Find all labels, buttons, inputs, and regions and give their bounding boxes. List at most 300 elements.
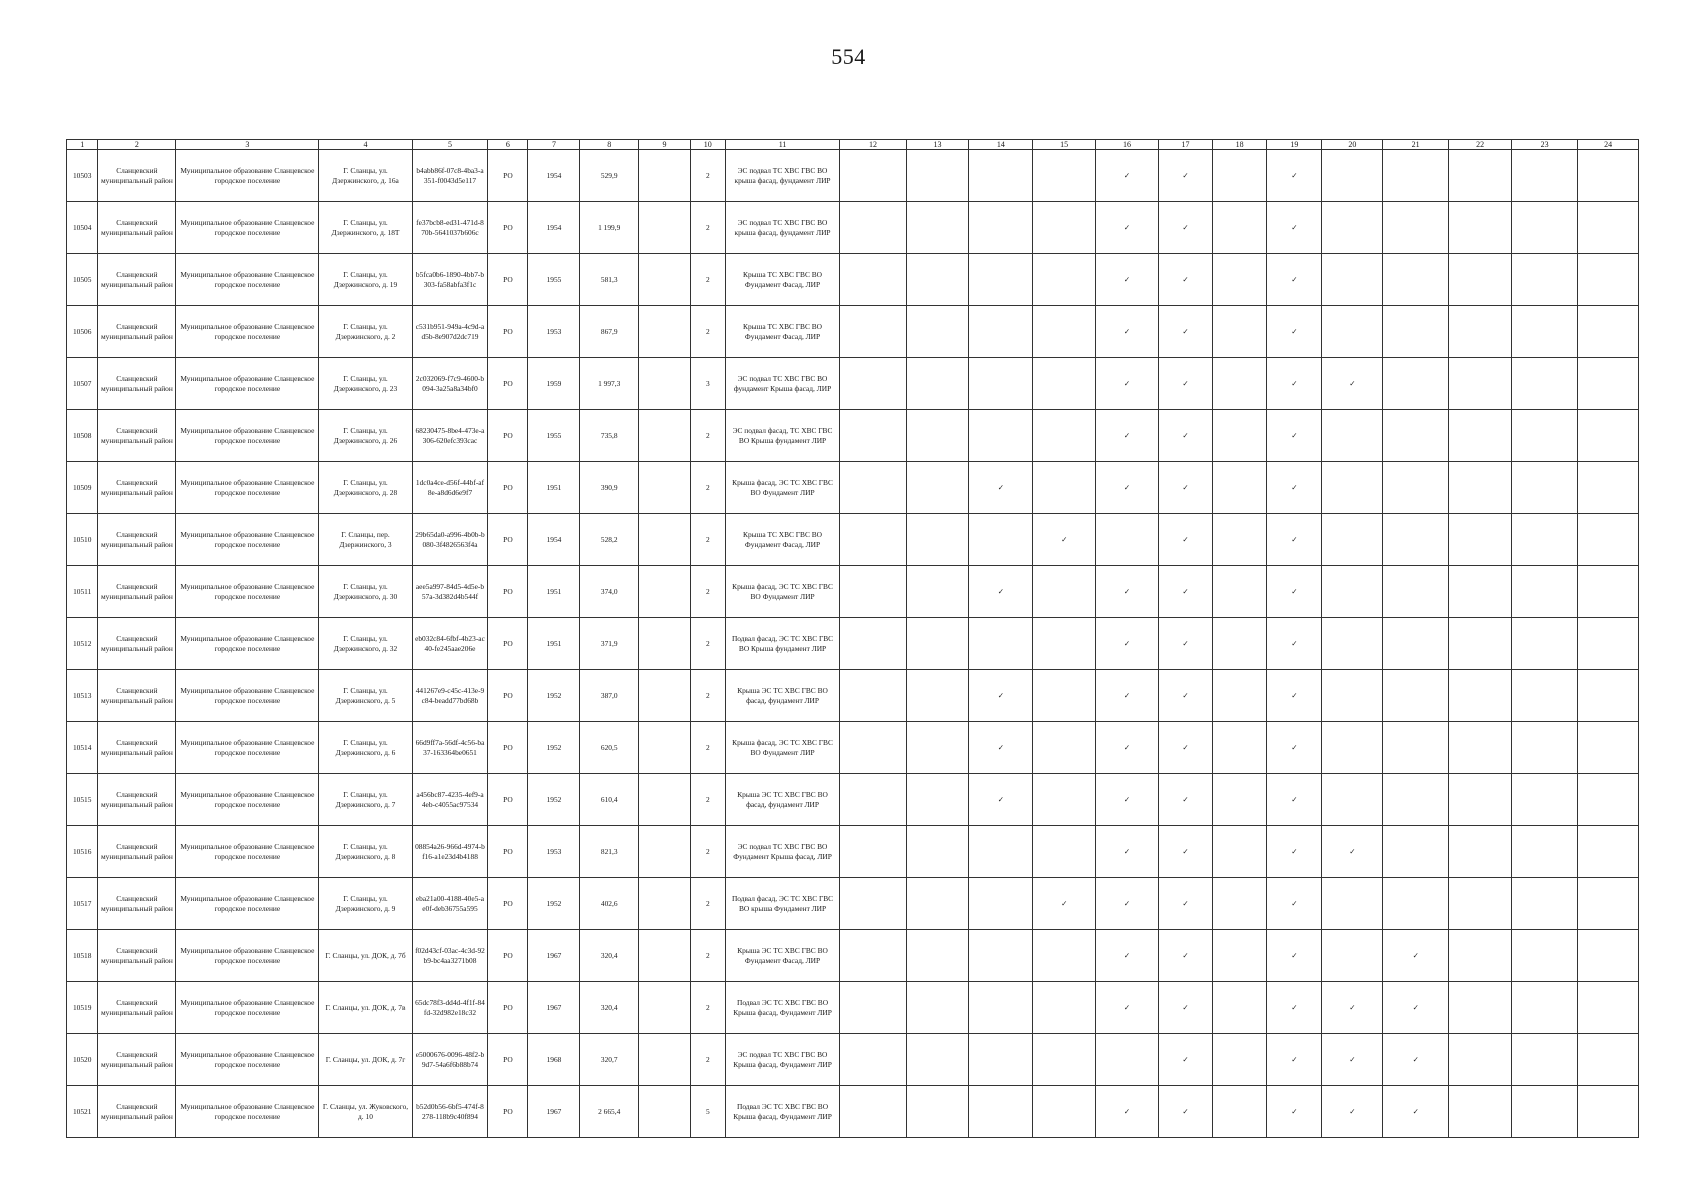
check-mark-icon: ✓	[1267, 150, 1322, 202]
municipality-cell: Муниципальное образование Сланцевское городское поселение	[176, 410, 319, 462]
address-cell: Г. Сланцы, ул. Дзержинского, д. 26	[319, 410, 412, 462]
column-9-cell	[638, 462, 690, 514]
empty-cell	[1322, 878, 1383, 930]
empty-cell	[1449, 150, 1512, 202]
empty-cell	[1213, 618, 1267, 670]
total-area-cell: 2 665,4	[580, 1086, 639, 1138]
empty-cell	[1213, 982, 1267, 1034]
empty-cell	[1322, 410, 1383, 462]
empty-cell	[1512, 618, 1578, 670]
column-number-header: 12	[840, 140, 906, 150]
empty-cell	[1449, 774, 1512, 826]
empty-cell	[1213, 358, 1267, 410]
ownership-type-cell: РО	[488, 1034, 528, 1086]
empty-cell	[969, 150, 1033, 202]
table-row	[67, 566, 1639, 618]
check-mark-icon: ✓	[1096, 462, 1159, 514]
municipality-cell: Муниципальное образование Сланцевское городское поселение	[176, 150, 319, 202]
check-mark-icon: ✓	[1383, 1034, 1449, 1086]
empty-cell	[1449, 514, 1512, 566]
year-built-cell: 1953	[528, 826, 580, 878]
empty-cell	[906, 462, 969, 514]
empty-cell	[906, 722, 969, 774]
building-uid-cell: 441267e9-c45c-413e-9c84-beadd77bd68b	[412, 670, 488, 722]
check-mark-icon: ✓	[1158, 618, 1212, 670]
check-mark-icon: ✓	[1158, 462, 1212, 514]
empty-cell	[969, 618, 1033, 670]
empty-cell	[1512, 514, 1578, 566]
empty-cell	[840, 1086, 906, 1138]
total-area-cell: 610,4	[580, 774, 639, 826]
empty-cell	[1383, 150, 1449, 202]
empty-cell	[1578, 306, 1639, 358]
ownership-type-cell: РО	[488, 982, 528, 1034]
empty-cell	[1578, 462, 1639, 514]
empty-cell	[969, 254, 1033, 306]
empty-cell	[1512, 722, 1578, 774]
building-uid-cell: 65dc78f3-dd4d-4f1f-84fd-32d982e18c32	[412, 982, 488, 1034]
empty-cell	[906, 358, 969, 410]
column-9-cell	[638, 670, 690, 722]
floors-cell: 2	[690, 410, 725, 462]
total-area-cell: 821,3	[580, 826, 639, 878]
record-id-cell: 10519	[67, 982, 98, 1034]
floors-cell: 2	[690, 514, 725, 566]
check-mark-icon: ✓	[1158, 410, 1212, 462]
column-9-cell	[638, 982, 690, 1034]
building-uid-cell: 08854a26-966d-4974-bf16-a1e23d4b4188	[412, 826, 488, 878]
ownership-type-cell: РО	[488, 306, 528, 358]
floors-cell: 2	[690, 1034, 725, 1086]
empty-cell	[969, 358, 1033, 410]
empty-cell	[1383, 514, 1449, 566]
ownership-type-cell: РО	[488, 774, 528, 826]
building-uid-cell: f02d43cf-03ac-4c3d-92b9-bc4aa3271b08	[412, 930, 488, 982]
year-built-cell: 1952	[528, 670, 580, 722]
empty-cell	[1213, 878, 1267, 930]
empty-cell	[1322, 150, 1383, 202]
total-area-cell: 320,7	[580, 1034, 639, 1086]
empty-cell	[1033, 774, 1096, 826]
floors-cell: 2	[690, 774, 725, 826]
empty-cell	[1512, 566, 1578, 618]
ownership-type-cell: РО	[488, 202, 528, 254]
column-9-cell	[638, 878, 690, 930]
empty-cell	[1512, 982, 1578, 1034]
empty-cell	[906, 306, 969, 358]
empty-cell	[1449, 878, 1512, 930]
empty-cell	[1213, 774, 1267, 826]
district-cell: Сланцевский муниципальный район	[98, 1034, 176, 1086]
works-list-cell: Подвал ЭС ТС ХВС ГВС ВО Крыша фасад, Фундамент ЛИР	[725, 1086, 840, 1138]
column-9-cell	[638, 150, 690, 202]
district-cell: Сланцевский муниципальный район	[98, 150, 176, 202]
check-mark-icon: ✓	[1158, 774, 1212, 826]
total-area-cell: 390,9	[580, 462, 639, 514]
district-cell: Сланцевский муниципальный район	[98, 566, 176, 618]
works-list-cell: Подвал фасад, ЭС ТС ХВС ГВС ВО крыша Фундамент ЛИР	[725, 878, 840, 930]
municipality-cell: Муниципальное образование Сланцевское городское поселение	[176, 826, 319, 878]
empty-cell	[969, 1086, 1033, 1138]
check-mark-icon: ✓	[1096, 202, 1159, 254]
empty-cell	[1578, 774, 1639, 826]
check-mark-icon: ✓	[1096, 878, 1159, 930]
empty-cell	[1512, 150, 1578, 202]
municipality-cell: Муниципальное образование Сланцевское городское поселение	[176, 358, 319, 410]
empty-cell	[1512, 410, 1578, 462]
table-row	[67, 982, 1639, 1034]
check-mark-icon: ✓	[1096, 982, 1159, 1034]
ownership-type-cell: РО	[488, 722, 528, 774]
check-mark-icon: ✓	[1322, 358, 1383, 410]
check-mark-icon: ✓	[1267, 982, 1322, 1034]
column-9-cell	[638, 826, 690, 878]
empty-cell	[840, 878, 906, 930]
building-uid-cell: 66d9ff7a-56df-4c56-ba37-163364be0651	[412, 722, 488, 774]
empty-cell	[1578, 722, 1639, 774]
record-id-cell: 10517	[67, 878, 98, 930]
check-mark-icon: ✓	[1158, 670, 1212, 722]
empty-cell	[969, 514, 1033, 566]
table-row	[67, 878, 1639, 930]
column-number-header: 8	[580, 140, 639, 150]
check-mark-icon: ✓	[1096, 670, 1159, 722]
year-built-cell: 1952	[528, 774, 580, 826]
table-row	[67, 358, 1639, 410]
column-number-header: 22	[1449, 140, 1512, 150]
empty-cell	[969, 410, 1033, 462]
works-list-cell: Крыша фасад, ЭС ТС ХВС ГВС ВО Фундамент ЛИР	[725, 566, 840, 618]
empty-cell	[1033, 1034, 1096, 1086]
table-row	[67, 930, 1639, 982]
empty-cell	[1449, 462, 1512, 514]
empty-cell	[1449, 930, 1512, 982]
check-mark-icon: ✓	[1158, 202, 1212, 254]
check-mark-icon: ✓	[1267, 722, 1322, 774]
check-mark-icon: ✓	[1267, 254, 1322, 306]
empty-cell	[1449, 1086, 1512, 1138]
empty-cell	[1449, 670, 1512, 722]
building-uid-cell: eb032c84-6fbf-4b23-ac40-fe245aae206e	[412, 618, 488, 670]
total-area-cell: 620,5	[580, 722, 639, 774]
empty-cell	[969, 930, 1033, 982]
empty-cell	[840, 306, 906, 358]
floors-cell: 2	[690, 306, 725, 358]
floors-cell: 2	[690, 722, 725, 774]
table-row	[67, 150, 1639, 202]
record-id-cell: 10513	[67, 670, 98, 722]
works-list-cell: Подвал фасад, ЭС ТС ХВС ГВС ВО Крыша фундамент ЛИР	[725, 618, 840, 670]
empty-cell	[1383, 618, 1449, 670]
check-mark-icon: ✓	[1158, 358, 1212, 410]
column-number-header: 5	[412, 140, 488, 150]
district-cell: Сланцевский муниципальный район	[98, 254, 176, 306]
ownership-type-cell: РО	[488, 566, 528, 618]
empty-cell	[1449, 566, 1512, 618]
floors-cell: 2	[690, 202, 725, 254]
empty-cell	[1449, 618, 1512, 670]
empty-cell	[1512, 202, 1578, 254]
works-list-cell: Крыша ЭС ТС ХВС ГВС ВО фасад, фундамент ЛИР	[725, 670, 840, 722]
record-id-cell: 10512	[67, 618, 98, 670]
empty-cell	[1449, 358, 1512, 410]
check-mark-icon: ✓	[1033, 514, 1096, 566]
check-mark-icon: ✓	[1096, 254, 1159, 306]
column-9-cell	[638, 722, 690, 774]
column-9-cell	[638, 1034, 690, 1086]
check-mark-icon: ✓	[1267, 462, 1322, 514]
column-9-cell	[638, 306, 690, 358]
empty-cell	[969, 306, 1033, 358]
record-id-cell: 10503	[67, 150, 98, 202]
empty-cell	[1578, 930, 1639, 982]
check-mark-icon: ✓	[1267, 410, 1322, 462]
empty-cell	[1213, 202, 1267, 254]
year-built-cell: 1955	[528, 410, 580, 462]
check-mark-icon: ✓	[1158, 826, 1212, 878]
empty-cell	[1449, 410, 1512, 462]
address-cell: Г. Сланцы, ул. Дзержинского, д. 6	[319, 722, 412, 774]
check-mark-icon: ✓	[1267, 670, 1322, 722]
check-mark-icon: ✓	[1096, 410, 1159, 462]
district-cell: Сланцевский муниципальный район	[98, 930, 176, 982]
floors-cell: 2	[690, 566, 725, 618]
empty-cell	[1578, 202, 1639, 254]
check-mark-icon: ✓	[1267, 878, 1322, 930]
record-id-cell: 10509	[67, 462, 98, 514]
empty-cell	[1578, 618, 1639, 670]
check-mark-icon: ✓	[1158, 566, 1212, 618]
empty-cell	[1033, 618, 1096, 670]
works-list-cell: ЭС подвал ТС ХВС ГВС ВО Фундамент Крыша фасад, ЛИР	[725, 826, 840, 878]
check-mark-icon: ✓	[1267, 1086, 1322, 1138]
record-id-cell: 10511	[67, 566, 98, 618]
table-row	[67, 774, 1639, 826]
building-uid-cell: a456bc87-4235-4ef9-a4eb-c4055ac97534	[412, 774, 488, 826]
district-cell: Сланцевский муниципальный район	[98, 358, 176, 410]
check-mark-icon: ✓	[1267, 774, 1322, 826]
check-mark-icon: ✓	[1267, 826, 1322, 878]
empty-cell	[840, 826, 906, 878]
record-id-cell: 10515	[67, 774, 98, 826]
check-mark-icon: ✓	[1267, 618, 1322, 670]
empty-cell	[1033, 722, 1096, 774]
table-row	[67, 826, 1639, 878]
table-row	[67, 514, 1639, 566]
empty-cell	[1383, 722, 1449, 774]
empty-cell	[1449, 306, 1512, 358]
empty-cell	[1213, 306, 1267, 358]
floors-cell: 3	[690, 358, 725, 410]
column-number-header: 9	[638, 140, 690, 150]
column-number-header: 6	[488, 140, 528, 150]
table-row	[67, 202, 1639, 254]
empty-cell	[1449, 1034, 1512, 1086]
empty-cell	[1383, 670, 1449, 722]
district-cell: Сланцевский муниципальный район	[98, 618, 176, 670]
empty-cell	[969, 982, 1033, 1034]
total-area-cell: 320,4	[580, 982, 639, 1034]
column-9-cell	[638, 618, 690, 670]
column-number-header: 13	[906, 140, 969, 150]
check-mark-icon: ✓	[969, 670, 1033, 722]
empty-cell	[840, 358, 906, 410]
empty-cell	[969, 1034, 1033, 1086]
address-cell: Г. Сланцы, ул. Дзержинского, д. 8	[319, 826, 412, 878]
check-mark-icon: ✓	[1267, 566, 1322, 618]
check-mark-icon: ✓	[1322, 1086, 1383, 1138]
empty-cell	[840, 670, 906, 722]
empty-cell	[906, 670, 969, 722]
year-built-cell: 1952	[528, 878, 580, 930]
column-9-cell	[638, 358, 690, 410]
address-cell: Г. Сланцы, ул. Дзержинского, д. 5	[319, 670, 412, 722]
record-id-cell: 10516	[67, 826, 98, 878]
address-cell: Г. Сланцы, ул. Жуковского, д. 10	[319, 1086, 412, 1138]
empty-cell	[840, 722, 906, 774]
address-cell: Г. Сланцы, ул. Дзержинского, д. 28	[319, 462, 412, 514]
empty-cell	[1033, 358, 1096, 410]
empty-cell	[1322, 930, 1383, 982]
empty-cell	[1512, 774, 1578, 826]
ownership-type-cell: РО	[488, 670, 528, 722]
total-area-cell: 528,2	[580, 514, 639, 566]
total-area-cell: 735,8	[580, 410, 639, 462]
check-mark-icon: ✓	[1158, 722, 1212, 774]
column-9-cell	[638, 1086, 690, 1138]
total-area-cell: 402,6	[580, 878, 639, 930]
empty-cell	[1213, 150, 1267, 202]
check-mark-icon: ✓	[969, 722, 1033, 774]
record-id-cell: 10510	[67, 514, 98, 566]
works-list-cell: Крыша ЭС ТС ХВС ГВС ВО Фундамент Фасад, ЛИР	[725, 930, 840, 982]
column-number-header: 15	[1033, 140, 1096, 150]
table-row	[67, 306, 1639, 358]
column-9-cell	[638, 410, 690, 462]
total-area-cell: 529,9	[580, 150, 639, 202]
ownership-type-cell: РО	[488, 878, 528, 930]
check-mark-icon: ✓	[1267, 514, 1322, 566]
empty-cell	[1322, 722, 1383, 774]
empty-cell	[1383, 774, 1449, 826]
empty-cell	[1512, 1086, 1578, 1138]
empty-cell	[1383, 878, 1449, 930]
empty-cell	[840, 150, 906, 202]
empty-cell	[1322, 566, 1383, 618]
column-number-header: 20	[1322, 140, 1383, 150]
total-area-cell: 387,0	[580, 670, 639, 722]
floors-cell: 2	[690, 878, 725, 930]
column-number-row	[67, 140, 1639, 150]
floors-cell: 2	[690, 150, 725, 202]
building-uid-cell: 2c032069-f7c9-4600-b094-3a25a8a34bf0	[412, 358, 488, 410]
check-mark-icon: ✓	[1096, 1086, 1159, 1138]
year-built-cell: 1954	[528, 150, 580, 202]
year-built-cell: 1954	[528, 202, 580, 254]
total-area-cell: 1 997,3	[580, 358, 639, 410]
empty-cell	[1383, 358, 1449, 410]
works-list-cell: ЭС подвал ТС ХВС ГВС ВО крыша фасад, фундамент ЛИР	[725, 150, 840, 202]
column-number-header: 17	[1158, 140, 1212, 150]
check-mark-icon: ✓	[1158, 930, 1212, 982]
empty-cell	[1578, 878, 1639, 930]
empty-cell	[1578, 254, 1639, 306]
check-mark-icon: ✓	[1096, 358, 1159, 410]
empty-cell	[1322, 462, 1383, 514]
check-mark-icon: ✓	[969, 566, 1033, 618]
year-built-cell: 1955	[528, 254, 580, 306]
empty-cell	[1322, 514, 1383, 566]
empty-cell	[1449, 722, 1512, 774]
check-mark-icon: ✓	[969, 462, 1033, 514]
year-built-cell: 1951	[528, 566, 580, 618]
check-mark-icon: ✓	[1322, 1034, 1383, 1086]
empty-cell	[1383, 202, 1449, 254]
column-number-header: 24	[1578, 140, 1639, 150]
column-number-header: 3	[176, 140, 319, 150]
ownership-type-cell: РО	[488, 826, 528, 878]
empty-cell	[1213, 1034, 1267, 1086]
municipality-cell: Муниципальное образование Сланцевское городское поселение	[176, 254, 319, 306]
municipality-cell: Муниципальное образование Сланцевское городское поселение	[176, 514, 319, 566]
district-cell: Сланцевский муниципальный район	[98, 1086, 176, 1138]
building-uid-cell: b5fca0b6-1890-4bb7-b303-fa58abfa3f1c	[412, 254, 488, 306]
record-id-cell: 10507	[67, 358, 98, 410]
check-mark-icon: ✓	[1096, 774, 1159, 826]
record-id-cell: 10514	[67, 722, 98, 774]
check-mark-icon: ✓	[1383, 1086, 1449, 1138]
municipality-cell: Муниципальное образование Сланцевское городское поселение	[176, 930, 319, 982]
empty-cell	[906, 514, 969, 566]
empty-cell	[906, 566, 969, 618]
empty-cell	[1578, 982, 1639, 1034]
check-mark-icon: ✓	[1322, 826, 1383, 878]
empty-cell	[1512, 930, 1578, 982]
empty-cell	[1033, 202, 1096, 254]
address-cell: Г. Сланцы, ул. Дзержинского, д. 23	[319, 358, 412, 410]
address-cell: Г. Сланцы, ул. Дзержинского, д. 32	[319, 618, 412, 670]
ownership-type-cell: РО	[488, 150, 528, 202]
floors-cell: 5	[690, 1086, 725, 1138]
empty-cell	[969, 826, 1033, 878]
year-built-cell: 1967	[528, 982, 580, 1034]
ownership-type-cell: РО	[488, 930, 528, 982]
building-uid-cell: b52d0b56-6bf5-474f-8278-118b9c40f894	[412, 1086, 488, 1138]
column-9-cell	[638, 930, 690, 982]
district-cell: Сланцевский муниципальный район	[98, 410, 176, 462]
works-list-cell: Крыша ТС ХВС ГВС ВО Фундамент Фасад, ЛИР	[725, 514, 840, 566]
empty-cell	[1033, 254, 1096, 306]
column-number-header: 1	[67, 140, 98, 150]
table-row	[67, 462, 1639, 514]
empty-cell	[1512, 670, 1578, 722]
empty-cell	[1512, 254, 1578, 306]
empty-cell	[1213, 930, 1267, 982]
floors-cell: 2	[690, 618, 725, 670]
building-uid-cell: 68230475-8be4-473e-a306-620efc393cac	[412, 410, 488, 462]
empty-cell	[1033, 982, 1096, 1034]
total-area-cell: 1 199,9	[580, 202, 639, 254]
district-cell: Сланцевский муниципальный район	[98, 202, 176, 254]
empty-cell	[906, 930, 969, 982]
empty-cell	[1449, 254, 1512, 306]
check-mark-icon: ✓	[1267, 930, 1322, 982]
column-number-header: 16	[1096, 140, 1159, 150]
check-mark-icon: ✓	[1383, 930, 1449, 982]
address-cell: Г. Сланцы, ул. Дзержинского, д. 19	[319, 254, 412, 306]
empty-cell	[1033, 410, 1096, 462]
empty-cell	[1449, 982, 1512, 1034]
